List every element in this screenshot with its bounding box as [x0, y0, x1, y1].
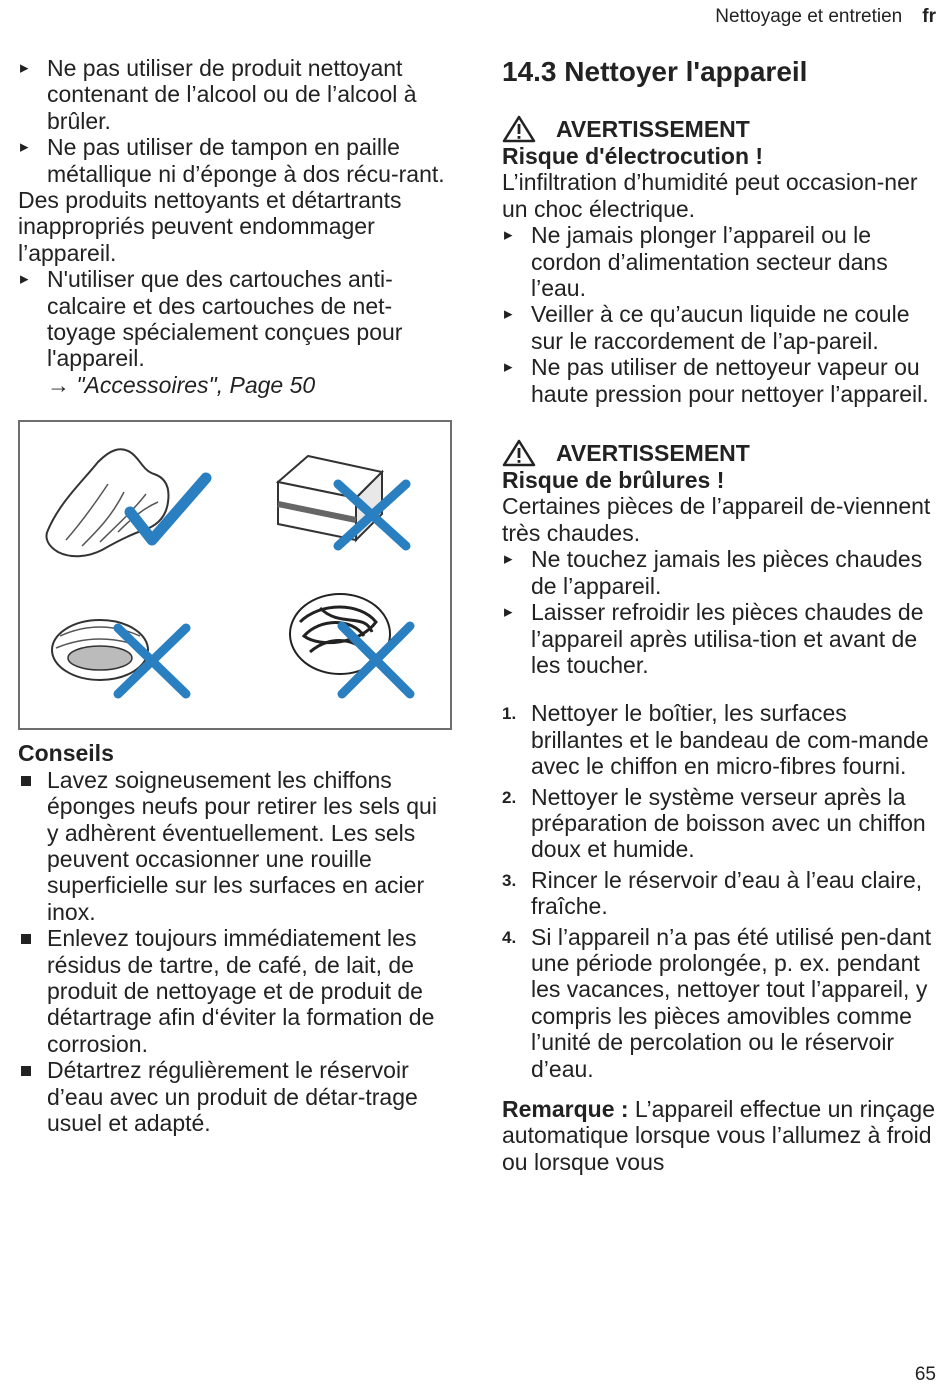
- header-title: Nettoyage et entretien: [715, 6, 903, 27]
- warning-label-1: AVERTISSEMENT: [556, 116, 750, 142]
- cross-reference: → "Accessoires", Page 50: [47, 371, 316, 398]
- cloth-check-icon: [46, 450, 206, 557]
- abrasive-sponge-cross-icon: [278, 456, 406, 546]
- page-header: [715, 6, 936, 28]
- note-paragraph: [502, 1096, 936, 1175]
- list-item: ▸ Laisser refroidir les pièces chaudes de l’appareil après utilisa-tion et avant de les toucher.: [502, 599, 936, 678]
- list-item: Lavez soigneusement les chiffons éponges neufs pour retirer les sels qui y adhèrent éventuellement. Les sels peuvent occasionner une rouille superficielle sur les surfaces en acier inox.: [18, 767, 454, 925]
- warning-icon: [502, 115, 536, 143]
- warning-heading-1: [502, 115, 936, 143]
- warning-bullets-2: [502, 546, 936, 678]
- list-item: ▸ Ne pas utiliser de nettoyeur vapeur ou haute pression pour nettoyer l’appareil.: [502, 354, 936, 407]
- list-item: ▸ Ne pas utiliser de produit nettoyant contenant de l’alcool ou de l’alcool à brûler.: [18, 55, 454, 134]
- warning-text-1: L’infiltration d’humidité peut occasion-ner un choc électrique.: [502, 169, 918, 222]
- steel-wool-cross-icon: [290, 594, 410, 694]
- cleaning-steps: [502, 700, 936, 1082]
- list-item: 2. Nettoyer le système verseur après la préparation de boisson avec un chiffon doux et humide.: [502, 783, 926, 863]
- warning-label-2: AVERTISSEMENT: [556, 440, 750, 467]
- list-item: 4. Si l’appareil n’a pas été utilisé pen-dant une période prolongée, p. ex. pendant les vacances, nettoyer tout l’appareil, y compris les pièces amovibles comme l’unité de percolation ou le réservoir d’eau.: [502, 923, 932, 1082]
- list-item: Détartrez régulièrement le réservoir d’eau avec un produit de détar-trage usuel et adapté.: [18, 1057, 454, 1136]
- header-lang: fr: [922, 6, 936, 27]
- list-item: 1. Nettoyer le boîtier, les surfaces brillantes et le bandeau de com-mande avec le chiffon en micro-fibres fourni.: [502, 700, 929, 780]
- list-item: ▸ Veiller à ce qu’aucun liquide ne coule sur le raccordement de l’ap-pareil.: [502, 301, 936, 354]
- paragraph-unsuitable-products: Des produits nettoyants et détartrants inappropriés peuvent endommager l’appareil.: [18, 187, 402, 266]
- list-item: 3. Rincer le réservoir d’eau à l’eau claire, fraîche.: [502, 866, 923, 920]
- section-title: 14.3 Nettoyer l'appareil: [502, 56, 808, 87]
- warning-risk-2: Risque de brûlures !: [502, 467, 725, 494]
- list-item: Enlevez toujours immédiatement les résidus de tartre, de café, de lait, de produit de nettoyage et de produit de détartrage afin d‘éviter la formation de corrosion.: [18, 925, 454, 1057]
- conseils-title: Conseils: [18, 740, 114, 767]
- left-column: [18, 55, 454, 1136]
- note-label: Remarque :: [502, 1096, 629, 1122]
- list-item: ▸ Ne touchez jamais les pièces chaudes de l’appareil.: [502, 546, 936, 599]
- scrub-pad-cross-icon: [52, 620, 186, 694]
- warning-bullets-1: [502, 222, 936, 407]
- conseils-list: [18, 767, 454, 1137]
- warning-text-2: Certaines pièces de l’appareil de-viennent très chaudes.: [502, 493, 931, 546]
- note-text: L’appareil effectue un rinçage automatique lorsque vous l’allumez à froid ou lorsque vous: [502, 1096, 936, 1175]
- warning-heading-2: [502, 439, 936, 467]
- cleaning-tools-figure: [18, 420, 452, 730]
- warning-icon: [502, 439, 536, 467]
- page-number: 65: [914, 1364, 936, 1385]
- right-column: [502, 55, 936, 1175]
- bullet-list-top: [18, 55, 454, 187]
- warning-risk-1: Risque d'électrocution !: [502, 143, 764, 169]
- list-item: ▸ N'utiliser que des cartouches anti-calcaire et des cartouches de net-toyage spécialement conçues pour l'appareil.: [18, 266, 454, 372]
- list-item: ▸ Ne pas utiliser de tampon en paille métallique ni d’éponge à dos récu-rant.: [18, 134, 454, 187]
- bullet-list-cartridge: [18, 266, 454, 372]
- list-item: ▸ Ne jamais plonger l’appareil ou le cordon d’alimentation secteur dans l’eau.: [502, 222, 936, 301]
